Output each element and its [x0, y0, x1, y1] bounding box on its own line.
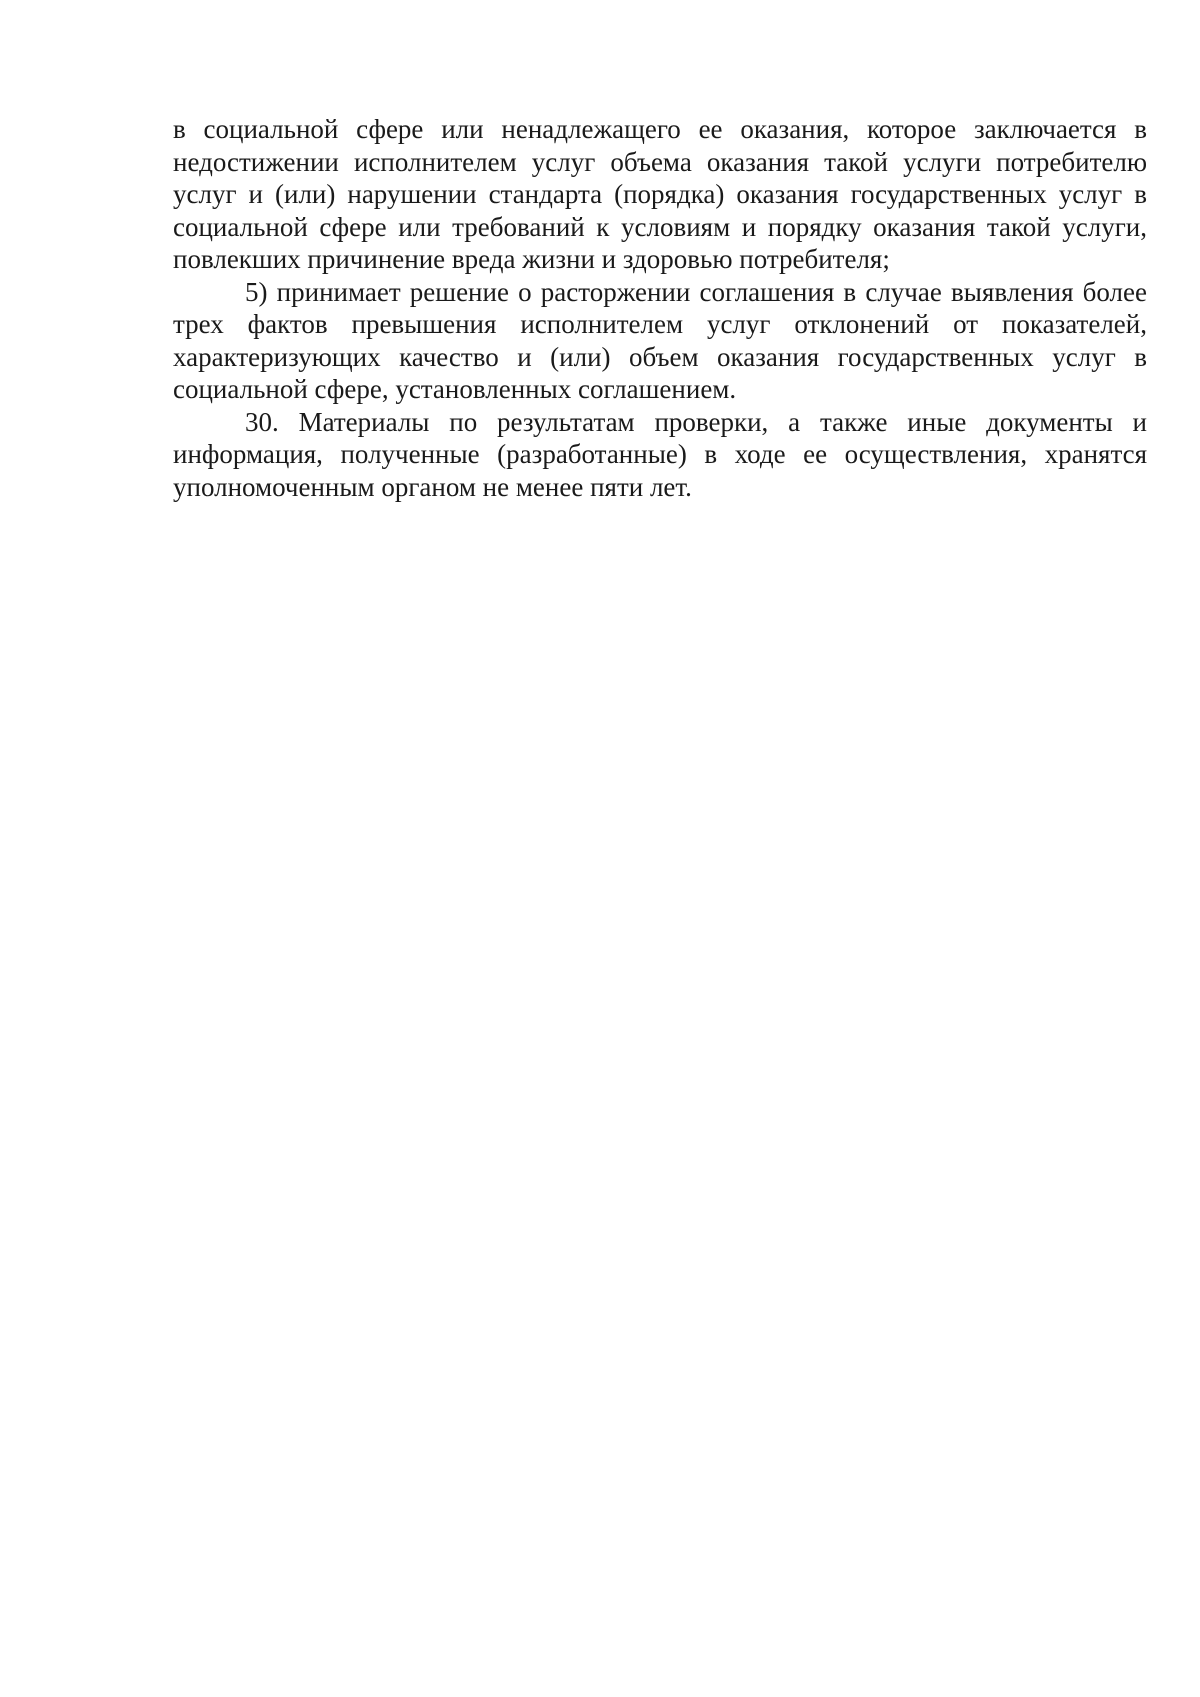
paragraph-item-5: 5) принимает решение о расторжении соглашения в случае выявления более трех фактов превышения исполнителем услуг отклонений от показателей, характеризующих качество и (или) объем оказания государственных услуг в социальной сфере, установленных соглашением.: [173, 276, 1147, 404]
document-body: [173, 113, 1147, 503]
paragraph-continuation: в социальной сфере или ненадлежащего ее оказания, которое заключается в недостижении исполнителем услуг объема оказания такой услуги потребителю услуг и (или) нарушении стандарта (порядка) оказания государственных услуг в социальной сфере или требований к условиям и порядку оказания такой услуги, повлекших причинение вреда жизни и здоровью потребителя;: [173, 114, 1147, 274]
paragraph-clause-30: 30. Материалы по результатам проверки, а также иные документы и информация, полученные (разработанные) в ходе ее осуществления, хранятся уполномоченным органом не менее пяти лет.: [173, 406, 1147, 502]
